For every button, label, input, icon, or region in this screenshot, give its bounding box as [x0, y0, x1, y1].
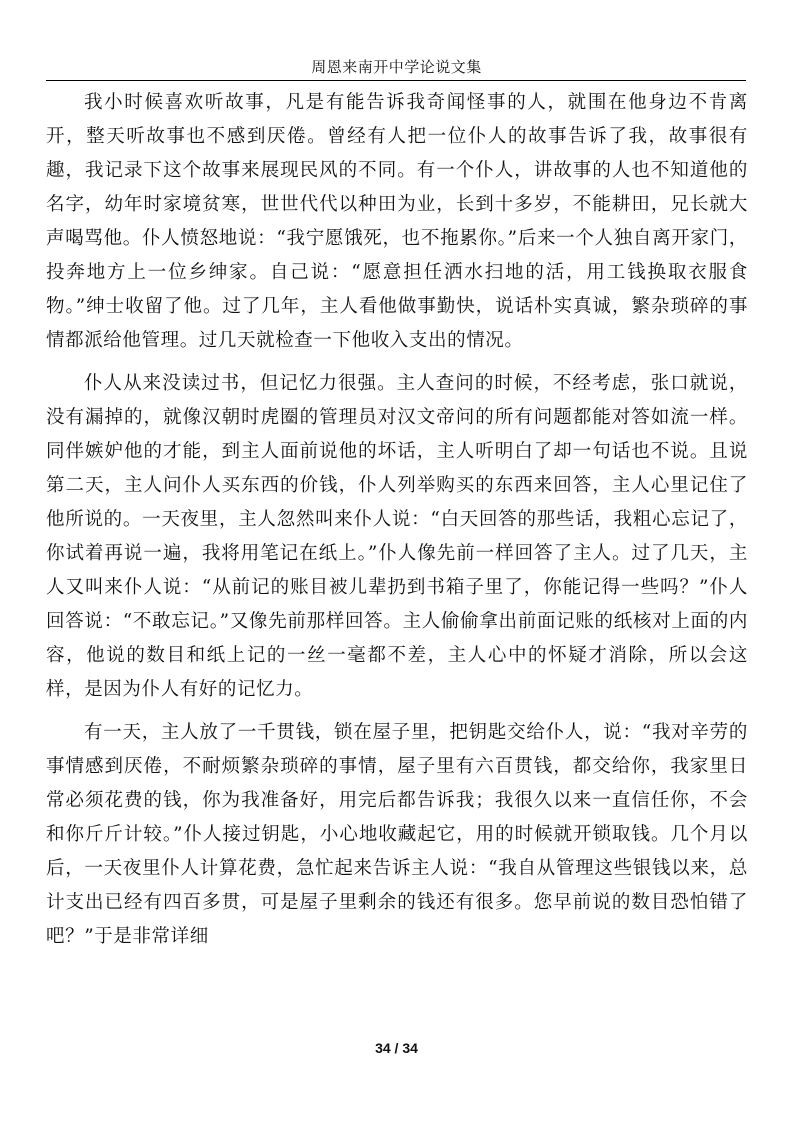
paragraph-1: 我小时候喜欢听故事，凡是有能告诉我奇闻怪事的人，就围在他身边不肯离开，整天听故事也不感到厌倦。曾经有人把一位仆人的故事告诉了我，故事很有趣，我记录下这个故事来展现民风的不同。有一个仆人，讲故事的人也不知道他的名字，幼年时家境贫寒，世世代代以种田为业，长到十多岁，不能耕田，兄长就大声喝骂他。仆人愤怒地说：“我宁愿饿死，也不拖累你。”后来一个人独自离开家门，投奔地方上一位乡绅家。自己说：“愿意担任洒水扫地的活，用工钱换取衣服食物。”绅士收留了他。过了几年，主人看他做事勤快，说话朴实真诚，繁杂琐碎的事情都派给他管理。过几天就检查一下他收入支出的情况。 [46, 92, 748, 351]
page-number: 34 / 34 [375, 1040, 418, 1056]
page-header-title: 周恩来南开中学论说文集 [311, 58, 482, 76]
header-divider [46, 80, 746, 81]
document-body [46, 86, 748, 963]
paragraph-3: 有一天，主人放了一千贯钱，锁在屋子里，把钥匙交给仆人，说：“我对辛劳的事情感到厌倦，不耐烦繁杂琐碎的事情，屋子里有六百贯钱，都交给你，我家里日常必须花费的钱，你为我准备好，用完后都告诉我；我很久以来一直信任你，不会和你斤斤计较。”仆人接过钥匙，小心地收藏起它，用的时候就开锁取钱。几个月以后，一天夜里仆人计算花费，急忙起来告诉主人说：“我自从管理这些银钱以来，总计支出已经有四百多贯，可是屋子里剩余的钱还有很多。您早前说的数目恐怕错了吧？”于是非常详细 [46, 722, 748, 947]
paragraph-2: 仆人从来没读过书，但记忆力很强。主人查问的时候，不经考虑，张口就说，没有漏掉的，就像汉朝时虎圈的管理员对汉文帝问的所有问题都能对答如流一样。同伴嫉妒他的才能，到主人面前说他的坏话，主人听明白了却一句话也不说。且说第二天，主人问仆人买东西的价钱，仆人列举购买的东西来回答，主人心里记住了他所说的。一天夜里，主人忽然叫来仆人说：“白天回答的那些话，我粗心忘记了，你试着再说一遍，我将用笔记在纸上。”仆人像先前一样回答了主人。过了几天，主人又叫来仆人说：“从前记的账目被儿辈扔到书箱子里了，你能记得一些吗？”仆人回答说：“不敢忘记。”又像先前那样回答。主人偷偷拿出前面记账的纸核对上面的内容，他说的数目和纸上记的一丝一毫都不差，主人心中的怀疑才消除，所以会这样，是因为仆人有好的记忆力。 [46, 373, 748, 700]
